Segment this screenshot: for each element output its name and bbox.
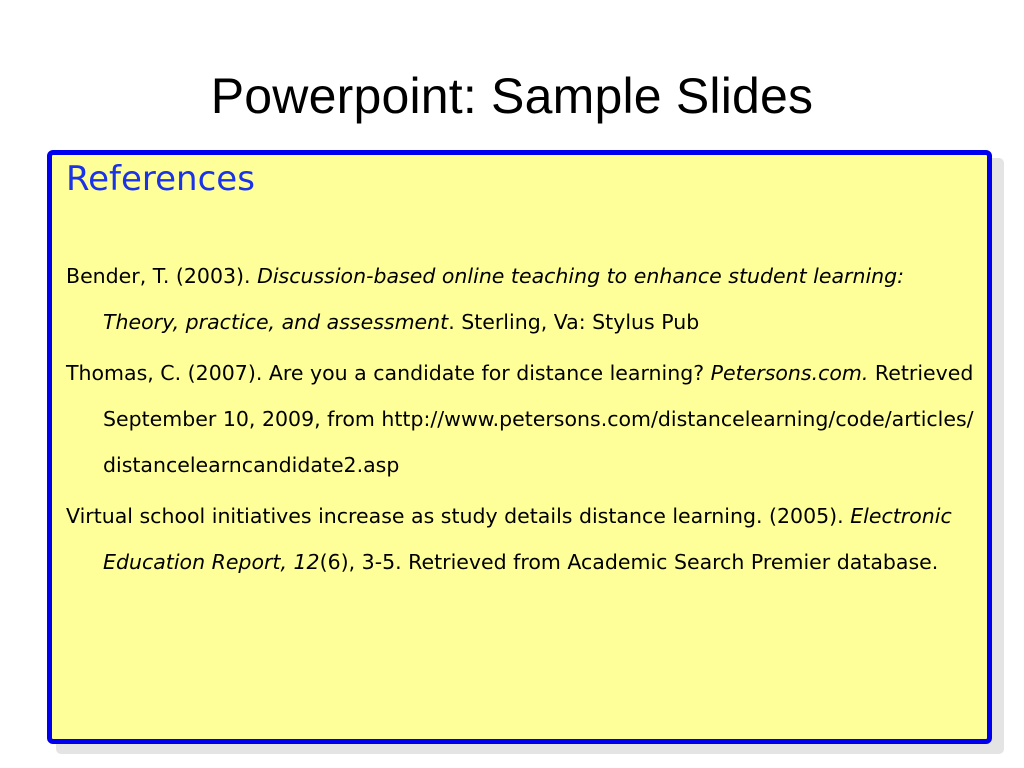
reference-item [66, 350, 984, 488]
reference-text: Retrieved September 10, 2009, from http://www.petersons.com/distancelearning/code/articles/ distancelearncandidate2.asp [103, 361, 974, 477]
reference-item [66, 493, 984, 585]
slide-title: Powerpoint: Sample Slides [210, 68, 814, 124]
references-list [66, 253, 984, 590]
reference-item [66, 253, 984, 345]
reference-text: Bender, T. (2003). [66, 264, 258, 288]
reference-italic-title: Discussion-based online teaching to enhance student learning: Theory, practice, and assessment [103, 264, 905, 334]
reference-text: Virtual school initiatives increase as study details distance learning. (2005). [66, 504, 851, 528]
reference-italic-title: Electronic Education Report, 12 [103, 504, 952, 574]
reference-text: Thomas, C. (2007). Are you a candidate for distance learning? [66, 361, 711, 385]
reference-italic-title: Petersons.com. [710, 361, 869, 385]
reference-text: (6), 3-5. Retrieved from Academic Search Premier database. [319, 550, 939, 574]
references-panel [47, 150, 992, 744]
references-heading: References [66, 159, 255, 199]
reference-text: . Sterling, Va: Stylus Pub [448, 310, 700, 334]
